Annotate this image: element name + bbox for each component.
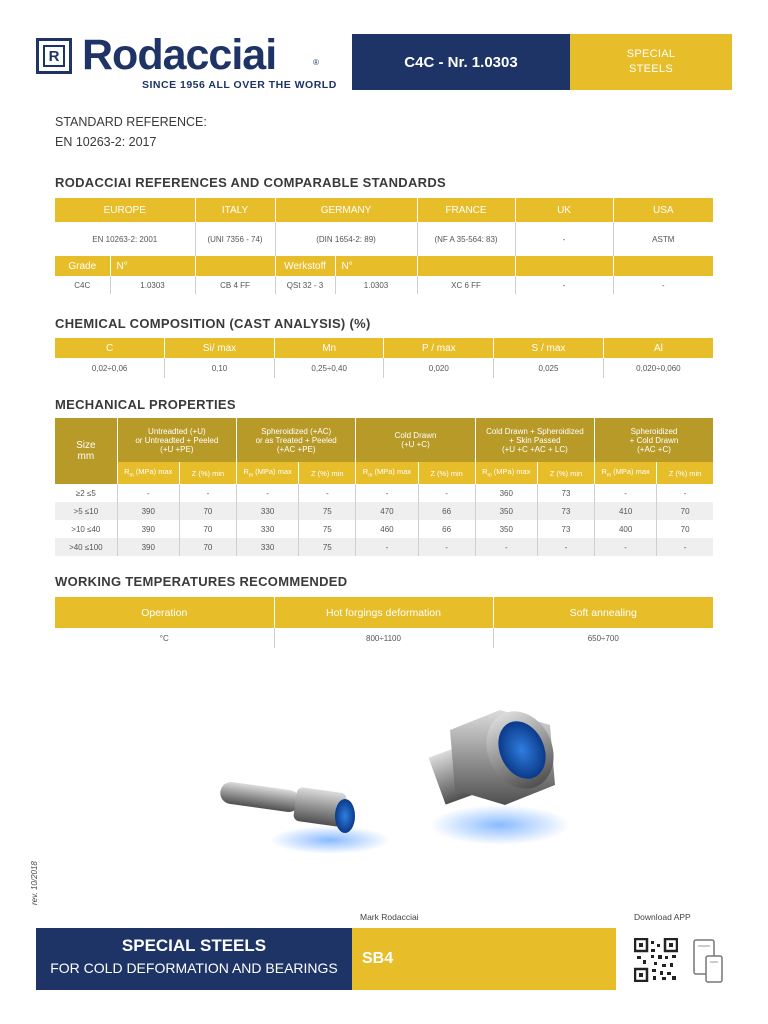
mech-group-line: or as Treated + Peeled xyxy=(255,435,337,445)
z-header: Z (%) min xyxy=(299,462,356,484)
z-header: Z (%) min xyxy=(179,462,236,484)
mech-value-cell: - xyxy=(237,484,299,502)
pin-part xyxy=(219,781,355,833)
subheader-blank-4 xyxy=(613,256,713,276)
mech-group-line: Spheroidized (+AC) xyxy=(261,426,332,436)
rm-header xyxy=(595,462,657,484)
mech-value-cell: 350 xyxy=(475,502,537,520)
mech-group-header xyxy=(356,418,475,462)
chem-header: Al xyxy=(603,338,713,358)
mech-size-cell: >5 ≤10 xyxy=(55,502,117,520)
mech-group-line: Cold Drawn xyxy=(394,431,437,440)
standard-value: EN 10263-2: 2017 xyxy=(55,135,157,149)
country-europe: EUROPE xyxy=(55,198,195,222)
temp-value-row xyxy=(55,628,713,648)
chem-header: Si/ max xyxy=(165,338,275,358)
mech-group-line: Spheroidized xyxy=(630,426,678,436)
mech-sub-row xyxy=(55,462,713,484)
revision-note: rev. 10/2018 xyxy=(30,861,39,905)
mech-value-cell: - xyxy=(418,484,475,502)
mech-value-cell: 360 xyxy=(475,484,537,502)
chem-value: 0,025 xyxy=(494,358,604,378)
temp-header: Soft annealing xyxy=(493,597,713,628)
chemical-value-row xyxy=(55,358,713,378)
footer-title-block xyxy=(36,928,352,990)
countries-row xyxy=(55,198,713,222)
mech-value-cell: - xyxy=(356,538,418,556)
mech-value-cell: 330 xyxy=(237,520,299,538)
mech-row xyxy=(55,484,713,502)
rm-symbol: R xyxy=(243,467,249,477)
mech-value-cell: - xyxy=(657,538,713,556)
mech-value-cell: 73 xyxy=(537,484,594,502)
mech-group-line: + Skin Passed xyxy=(509,435,561,445)
subheader-blank-2 xyxy=(417,256,515,276)
country-uk: UK xyxy=(515,198,613,222)
temperatures-title: WORKING TEMPERATURES RECOMMENDED xyxy=(55,574,348,589)
temperatures-table xyxy=(55,597,713,648)
grade-title: C4C - Nr. 1.0303 xyxy=(352,34,570,90)
mech-group-header xyxy=(117,418,236,462)
mech-row xyxy=(55,520,713,538)
mech-group-line: (+AC +C) xyxy=(637,444,671,454)
mech-value-cell: 350 xyxy=(475,520,537,538)
size-header xyxy=(55,418,117,484)
mech-value-cell: 390 xyxy=(117,502,179,520)
mech-value-cell: 330 xyxy=(237,502,299,520)
rm-header xyxy=(475,462,537,484)
mech-value-cell: 66 xyxy=(418,520,475,538)
subheader-number-2: N° xyxy=(335,256,417,276)
value-werkstoff: QSt 32 - 3 xyxy=(275,276,335,294)
standard-label: STANDARD REFERENCE: xyxy=(55,115,207,129)
qr-code-icon[interactable] xyxy=(634,938,678,982)
mech-value-cell: 470 xyxy=(356,502,418,520)
footer-title: SPECIAL STEELS xyxy=(121,936,267,955)
mech-group-line: (+U +PE) xyxy=(160,444,194,454)
subheader-row xyxy=(55,256,713,276)
mech-value-cell: - xyxy=(418,538,475,556)
mech-group-row xyxy=(55,418,713,462)
mech-group-header xyxy=(475,418,594,462)
value-number-2: 1.0303 xyxy=(335,276,417,294)
size-unit: mm xyxy=(77,451,95,462)
mech-value-cell: - xyxy=(475,538,537,556)
mech-size-cell: ≥2 ≤5 xyxy=(75,488,96,498)
country-germany: GERMANY xyxy=(275,198,417,222)
country-france: FRANCE xyxy=(417,198,515,222)
subheader-number: N° xyxy=(110,256,195,276)
steel-parts-image xyxy=(200,690,580,870)
rm-unit: (MPa) max xyxy=(611,467,650,477)
mech-group-line: Cold Drawn + Spheroidized xyxy=(486,426,584,436)
z-header: Z (%) min xyxy=(657,462,713,484)
rm-symbol: R xyxy=(482,467,488,477)
subheader-grade: Grade xyxy=(55,256,110,276)
chem-header: Mn xyxy=(274,338,384,358)
rm-unit: (MPa) max xyxy=(372,467,412,477)
rm-symbol: R xyxy=(124,467,130,477)
category-line-2: STEELS xyxy=(629,63,673,75)
rm-unit: (MPa) max xyxy=(133,467,173,477)
logo-letter: R xyxy=(43,45,65,67)
mech-value-cell: - xyxy=(657,484,713,502)
mech-size-cell: >40 ≤100 xyxy=(55,538,117,556)
z-header: Z (%) min xyxy=(418,462,475,484)
standard-uk: - xyxy=(515,222,613,256)
mech-group-line: (+AC +PE) xyxy=(276,444,316,454)
mech-value-cell: - xyxy=(595,484,657,502)
mech-value-cell: 400 xyxy=(595,520,657,538)
subheader-blank-3 xyxy=(515,256,613,276)
brand-name: Rodacciai xyxy=(82,31,277,79)
value-uk: - xyxy=(515,276,613,294)
mech-group-line: (+U +C) xyxy=(401,440,430,449)
mech-value-cell: 70 xyxy=(657,520,713,538)
rm-symbol: R xyxy=(601,467,607,477)
country-usa: USA xyxy=(613,198,713,222)
chem-value: 0,02÷0,06 xyxy=(91,363,128,373)
chemical-header-row xyxy=(55,338,713,358)
rm-header xyxy=(356,462,418,484)
mech-value-cell: 73 xyxy=(537,520,594,538)
chem-header: C xyxy=(55,338,165,358)
rm-subscript: m xyxy=(368,472,373,479)
values-row xyxy=(55,276,713,294)
temp-header: Operation xyxy=(55,597,274,628)
rm-header xyxy=(117,462,179,484)
chem-value: 0,020 xyxy=(384,358,494,378)
rm-unit: (MPa) max xyxy=(253,467,292,477)
rm-symbol: R xyxy=(362,467,369,477)
mech-value-cell: 75 xyxy=(299,502,356,520)
download-app-label: Download APP xyxy=(634,912,691,922)
temp-header-row xyxy=(55,597,713,628)
chem-header: S / max xyxy=(494,338,604,358)
mech-value-cell: - xyxy=(595,538,657,556)
mech-row xyxy=(55,502,713,520)
tagline: SINCE 1956 ALL OVER THE WORLD xyxy=(142,79,337,91)
mech-value-cell: 460 xyxy=(356,520,418,538)
mech-value-cell: - xyxy=(356,484,418,502)
mech-value-cell: 70 xyxy=(179,520,236,538)
chem-header: P / max xyxy=(384,338,494,358)
mech-group-line: Untreadted (+U) xyxy=(148,426,206,436)
mech-value-cell: 410 xyxy=(595,502,657,520)
temp-header: Hot forgings deformation xyxy=(274,597,493,628)
temp-value: 650÷700 xyxy=(493,628,713,648)
mech-group-line: + Cold Drawn xyxy=(629,435,679,445)
footer-code: SB4 xyxy=(352,928,616,990)
standard-usa: ASTM xyxy=(613,222,713,256)
mech-value-cell: 390 xyxy=(117,520,179,538)
rm-unit: (MPa) max xyxy=(491,467,531,477)
chem-value: 0,10 xyxy=(165,358,275,378)
mech-group-header xyxy=(595,418,713,462)
rm-subscript: m xyxy=(248,472,254,479)
standards-row xyxy=(55,222,713,256)
value-usa: - xyxy=(613,276,713,294)
mech-value-cell: - xyxy=(299,484,356,502)
temp-value: °C xyxy=(159,633,169,643)
mech-value-cell: 330 xyxy=(237,538,299,556)
registered-mark: ® xyxy=(313,58,319,67)
mech-value-cell: - xyxy=(537,538,594,556)
mech-value-cell: 75 xyxy=(299,520,356,538)
temp-value: 800÷1100 xyxy=(274,628,493,648)
mech-row xyxy=(55,538,713,556)
logo-mark xyxy=(36,38,72,74)
references-title: RODACCIAI REFERENCES AND COMPARABLE STANDARDS xyxy=(55,175,446,190)
value-number: 1.0303 xyxy=(110,276,195,294)
nut-part xyxy=(429,700,566,805)
mech-group-header xyxy=(237,418,356,462)
mech-value-cell: 75 xyxy=(299,538,356,556)
mech-group-line: (+U +C +AC + LC) xyxy=(501,444,568,454)
footer-subtitle: FOR COLD DEFORMATION AND BEARINGS xyxy=(50,960,338,976)
mech-value-cell: - xyxy=(179,484,236,502)
mech-value-cell: 73 xyxy=(537,502,594,520)
rm-subscript: m xyxy=(129,472,134,479)
mech-value-cell: 70 xyxy=(179,502,236,520)
subheader-blank-1 xyxy=(195,256,275,276)
mech-group-line: or Untreadted + Peeled xyxy=(135,435,219,445)
mech-value-cell: - xyxy=(117,484,179,502)
chem-value: 0,020÷0,060 xyxy=(603,358,713,378)
category-line-1: SPECIAL xyxy=(626,48,676,60)
value-italy: CB 4 FF xyxy=(195,276,275,294)
chemical-table xyxy=(55,338,713,378)
standard-europe: EN 10263-2: 2001 xyxy=(92,234,158,244)
glow-shadow xyxy=(430,805,570,845)
mech-value-cell: 70 xyxy=(657,502,713,520)
rm-subscript: m xyxy=(487,472,492,479)
rm-subscript: m xyxy=(606,472,612,479)
mobile-app-icon[interactable] xyxy=(692,938,726,984)
standard-germany: (DIN 1654-2: 89) xyxy=(275,222,417,256)
chemical-title: CHEMICAL COMPOSITION (CAST ANALYSIS) (%) xyxy=(55,316,371,331)
size-label: Size xyxy=(76,440,96,451)
mark-label: Mark Rodacciai xyxy=(360,912,419,922)
value-grade: C4C xyxy=(74,280,91,290)
country-italy: ITALY xyxy=(195,198,275,222)
mech-value-cell: 390 xyxy=(117,538,179,556)
value-france: XC 6 FF xyxy=(417,276,515,294)
mechanical-title: MECHANICAL PROPERTIES xyxy=(55,397,236,412)
subheader-werkstoff: Werkstoff xyxy=(275,256,335,276)
z-header: Z (%) min xyxy=(537,462,594,484)
mech-value-cell: 70 xyxy=(179,538,236,556)
chem-value: 0,25÷0,40 xyxy=(274,358,384,378)
mech-value-cell: 66 xyxy=(418,502,475,520)
standard-france: (NF A 35-564: 83) xyxy=(417,222,515,256)
glow-shadow xyxy=(270,826,390,854)
rm-header xyxy=(237,462,299,484)
mech-size-cell: >10 ≤40 xyxy=(71,524,101,534)
references-table xyxy=(55,198,713,294)
mechanical-table xyxy=(55,418,713,556)
standard-italy: (UNI 7356 - 74) xyxy=(195,222,275,256)
category-badge xyxy=(570,34,732,90)
